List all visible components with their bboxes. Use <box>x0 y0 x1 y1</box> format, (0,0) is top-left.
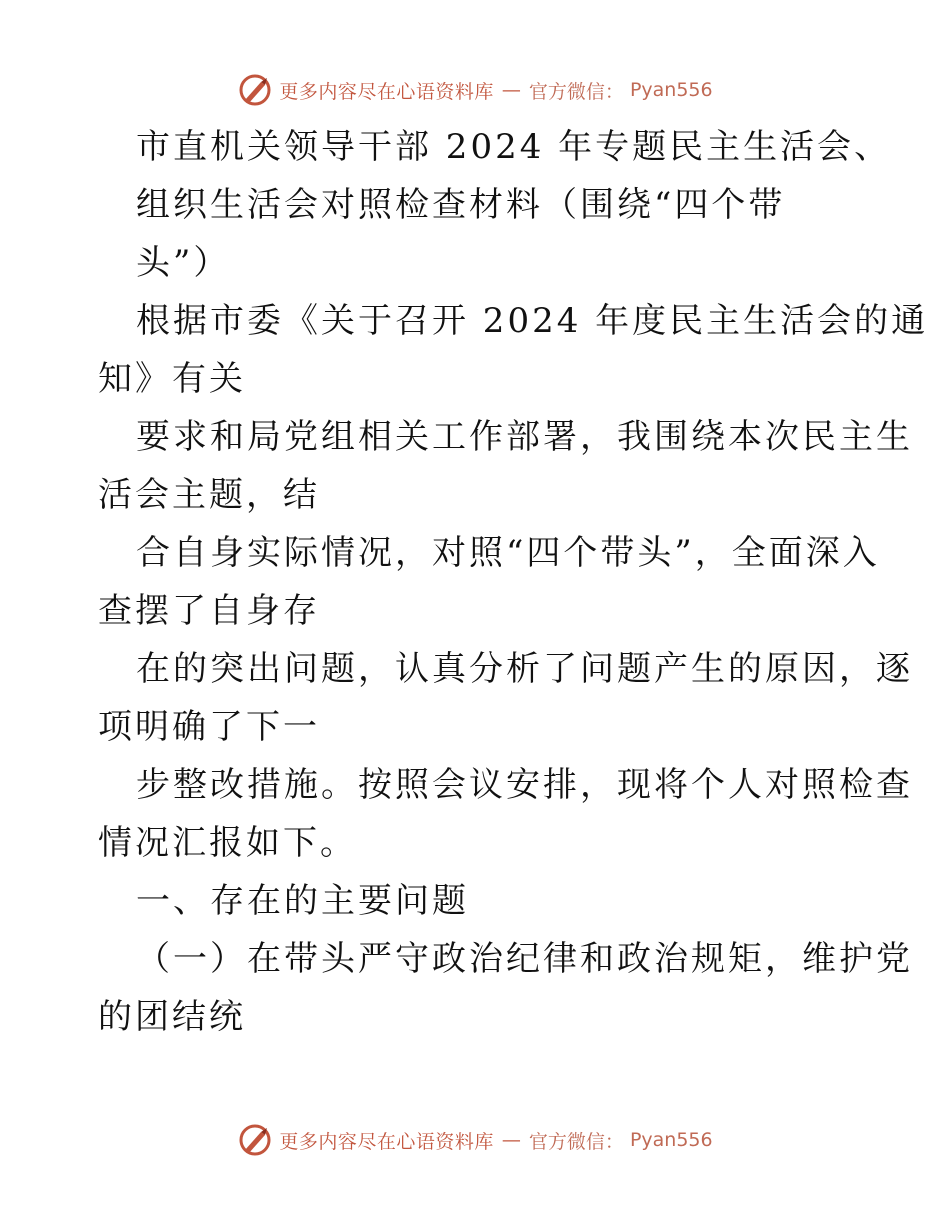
pen-circle-logo-icon <box>237 1122 273 1158</box>
paragraph-line: 根据市委《关于召开 2024 年度民主生活会的通 <box>136 301 929 341</box>
paragraph-line: 活会主题，结 <box>98 475 320 515</box>
title-line-2: 组织生活会对照检查材料（围绕“四个带 <box>136 185 786 225</box>
watermark-wechat-id: Pyan556 <box>629 79 713 101</box>
watermark-label: 官方微信： <box>528 1130 624 1153</box>
section-heading: 一、存在的主要问题 <box>136 881 469 921</box>
watermark-main-text: 更多内容尽在心语资料库 <box>279 1130 494 1153</box>
watermark-wechat-id: Pyan556 <box>629 1129 713 1151</box>
document-body <box>98 118 929 1046</box>
paragraph-line: 知》有关 <box>98 359 246 399</box>
title-line-1: 市直机关领导干部 2024 年专题民主生活会、 <box>136 127 892 167</box>
watermark-separator: — <box>501 79 521 101</box>
watermark-separator: — <box>501 1129 521 1151</box>
paragraph-line: 在的突出问题，认真分析了问题产生的原因，逐 <box>136 649 913 689</box>
paragraph-line: 情况汇报如下。 <box>98 823 357 863</box>
pen-circle-logo-icon <box>237 72 273 108</box>
paragraph-line: 合自身实际情况，对照“四个带头”，全面深入 <box>136 533 880 573</box>
watermark-main-text: 更多内容尽在心语资料库 <box>279 80 494 103</box>
paragraph-line: 项明确了下一 <box>98 707 320 747</box>
paragraph-line: 要求和局党组相关工作部署，我围绕本次民主生 <box>136 417 913 457</box>
title-line-3: 头”） <box>136 243 231 283</box>
paragraph-line: 查摆了自身存 <box>98 591 320 631</box>
paragraph-line: 步整改措施。按照会议安排，现将个人对照检查 <box>136 765 913 805</box>
watermark-label: 官方微信： <box>528 80 624 103</box>
subsection-heading-line: 的团结统 <box>98 997 246 1037</box>
subsection-heading-line: （一）在带头严守政治纪律和政治规矩，维护党 <box>136 939 913 979</box>
watermark-header <box>0 70 950 110</box>
watermark-footer <box>0 1120 950 1160</box>
